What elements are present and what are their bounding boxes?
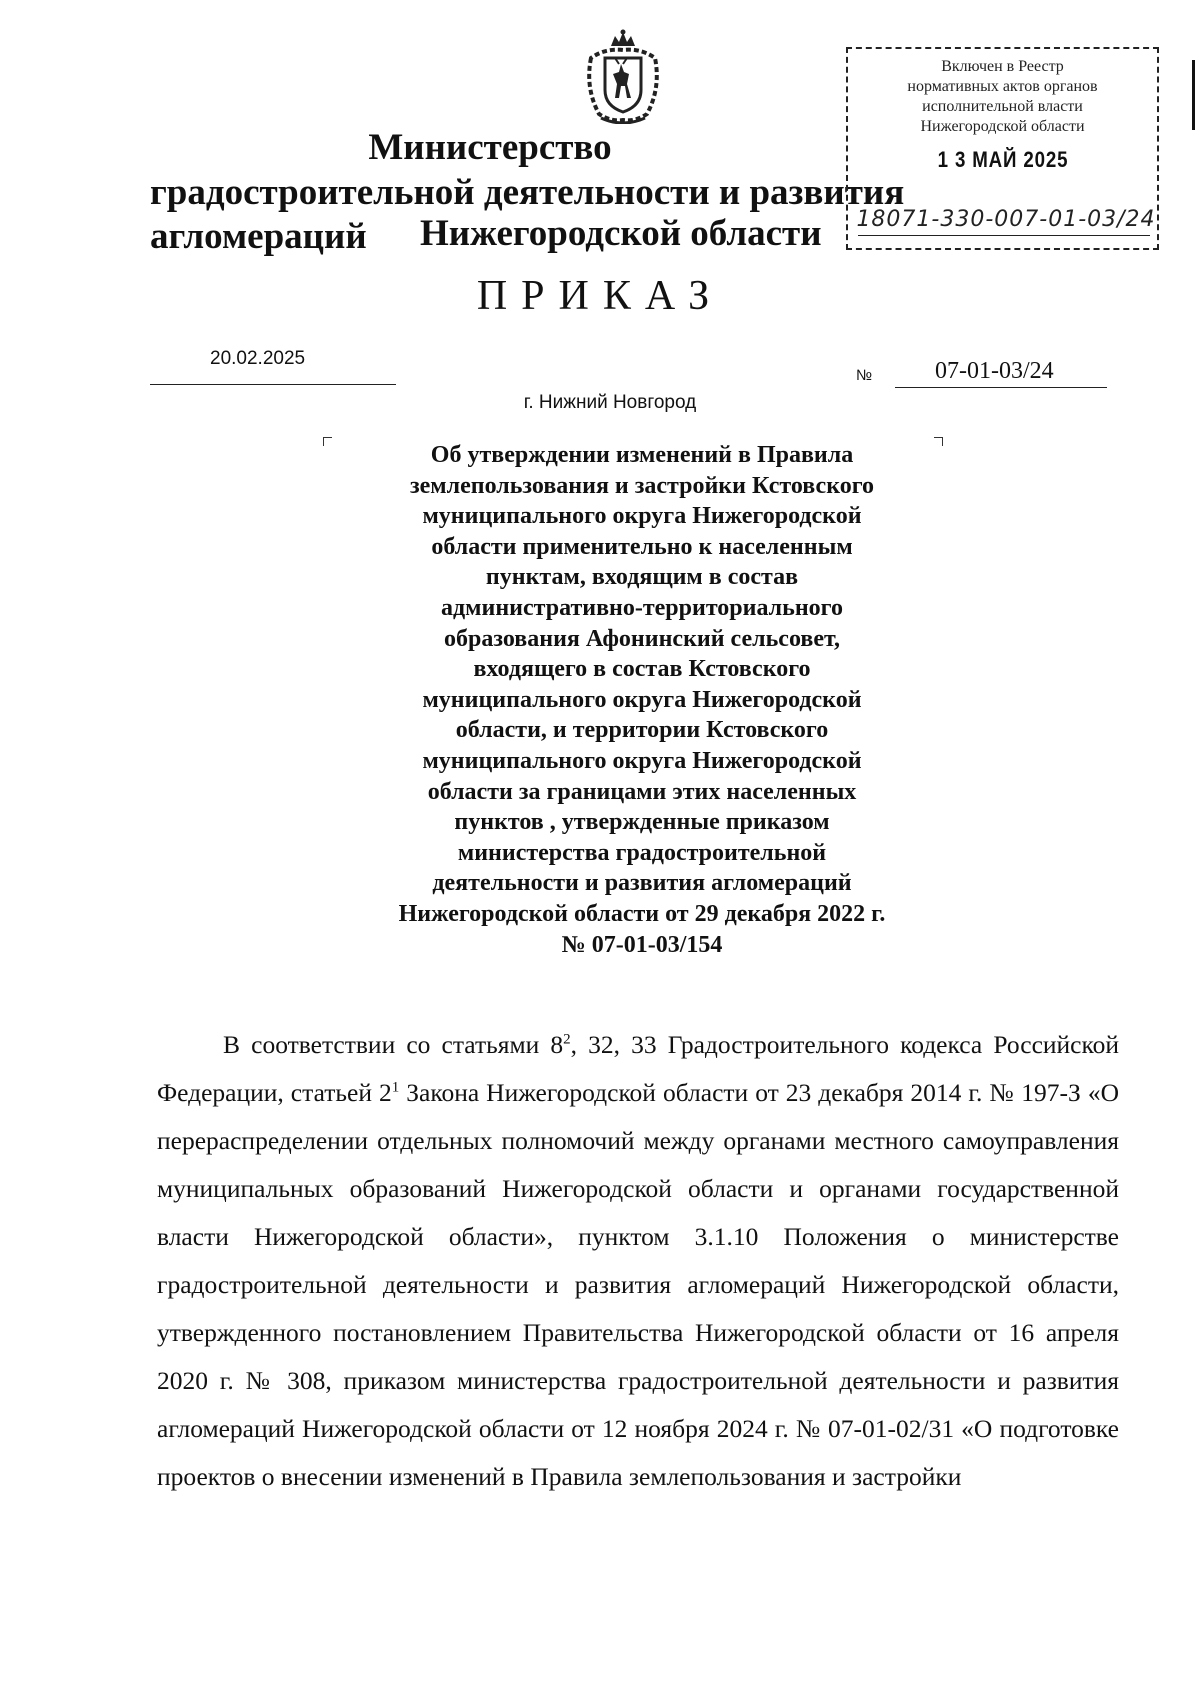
city-name: г. Нижний Новгород xyxy=(523,392,697,413)
body-text-segment: , 32, 33 Градостроительного кодекса Российской Федерации, статьей 2 xyxy=(157,1030,1119,1107)
stamp-underline xyxy=(858,235,1150,236)
body-text xyxy=(157,1021,1119,1501)
date-underline xyxy=(150,384,396,385)
ministry-name-line3: Нижегородской области xyxy=(420,213,822,254)
registry-stamp xyxy=(846,47,1159,250)
title-line: входящего в состав Кстовского xyxy=(473,656,811,683)
number-underline xyxy=(895,387,1107,388)
body-text-segment: Закона Нижегородской области от 23 декабря 2014 г. № 197-З «О перераспределении отдельных полномочий между органами местного самоуправления муниципальных образований Нижегородской области и органами государственной власти Нижегородской области», пунктом 3.1.10 Положения о министерстве градостроительной деятельности и развития агломераций Нижегородской области, утвержденного постановлением Правительства Нижегородской области от 16 апреля 2020 г. № 308, приказом министерства градостроительной деятельности и развития агломераций Нижегородской области от 12 ноября 2024 г. № 07-01-02/31 «О подготовке проектов о внесении изменений в Правила землепользования и застройки xyxy=(157,1078,1119,1491)
title-line: муниципального округа Нижегородской xyxy=(422,747,862,774)
ministry-name-line1: Министерство xyxy=(368,127,612,168)
title-line: области, и территории Кстовского xyxy=(455,717,829,744)
title-line: землепользования и застройки Кстовского xyxy=(409,472,875,499)
stamp-line: Включен в Реестр xyxy=(941,58,1064,75)
stamp-date: 1 3 МАЙ 2025 xyxy=(937,147,1069,172)
title-line: административно-территориального xyxy=(441,594,843,621)
title-line: области за границами этих населенных xyxy=(427,778,857,805)
stamp-line: нормативных актов органов xyxy=(907,78,1098,95)
title-line: № 07-01-03/154 xyxy=(561,931,723,958)
ministry-name-line2: градостроительной деятельности и развития агломераций xyxy=(150,172,905,257)
document-type: ПРИКАЗ xyxy=(476,273,724,319)
body-text-segment: В соответствии со статьями 8 xyxy=(223,1030,564,1059)
title-line: муниципального округа Нижегородской xyxy=(422,686,862,713)
superscript: 2 xyxy=(563,1031,571,1048)
title-line: пунктам, входящим в состав xyxy=(485,564,799,591)
title-line: области применительно к населенным xyxy=(431,533,853,560)
title-corner-left xyxy=(323,437,332,446)
superscript: 1 xyxy=(391,1079,400,1096)
order-date: 20.02.2025 xyxy=(210,348,306,369)
title-line: образования Афонинский сельсовет, xyxy=(444,625,840,652)
registry-stamp-text xyxy=(848,57,1157,137)
order-number: 07-01-03/24 xyxy=(935,358,1054,384)
stamp-registration-number: 18071-330-007-01-03/24 xyxy=(856,207,1156,232)
coat-of-arms-emblem xyxy=(581,28,665,124)
title-line: министерства градостроительной xyxy=(457,839,827,866)
body-paragraph xyxy=(157,1021,1119,1501)
order-title xyxy=(340,440,944,960)
title-line: пунктов , утвержденные приказом xyxy=(454,809,830,836)
scan-edge-mark xyxy=(1192,60,1195,130)
title-line: Нижегородской области от 29 декабря 2022 г. xyxy=(398,900,886,927)
title-line: деятельности и развития агломераций xyxy=(432,870,852,897)
title-line: Об утверждении изменений в Правила xyxy=(430,442,854,468)
number-label: № xyxy=(856,367,873,384)
stamp-line: Нижегородской области xyxy=(920,118,1085,135)
title-line: муниципального округа Нижегородской xyxy=(422,503,862,530)
stamp-line: исполнительной власти xyxy=(922,98,1083,115)
